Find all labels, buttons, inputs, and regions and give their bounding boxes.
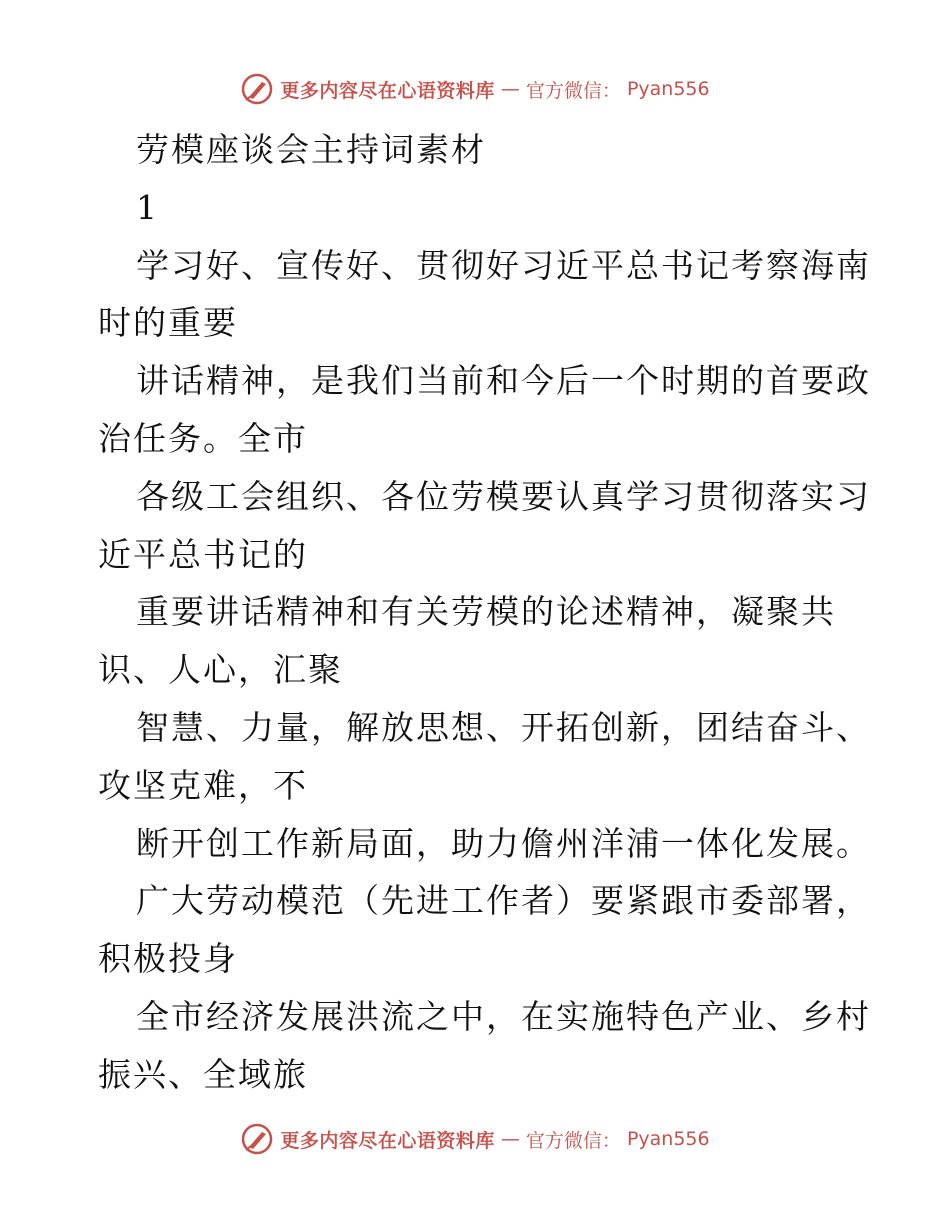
text-line: 讲话精神，是我们当前和今后一个时期的首要政 — [136, 361, 871, 401]
document-body — [98, 121, 871, 1104]
watermark-wechat-label: 官方微信： — [525, 79, 621, 102]
text-line: 重要讲话精神和有关劳模的论述精神，凝聚共 — [136, 592, 836, 632]
feather-pen-logo-icon — [240, 72, 274, 106]
watermark-site-text: 更多内容尽在心语资料库 — [280, 79, 495, 102]
text-line: 全市经济发展洪流之中，在实施特色产业、乡村 — [136, 996, 871, 1036]
text-line: 识、人心，汇聚 — [98, 650, 343, 690]
text-line: 积极投身 — [98, 939, 238, 979]
text-line: 振兴、全域旅 — [98, 1054, 308, 1094]
feather-pen-logo-icon — [240, 1122, 274, 1156]
watermark-wechat-label: 官方微信： — [525, 1129, 621, 1152]
text-line: 治任务。全市 — [98, 418, 308, 458]
text-line: 时的重要 — [98, 303, 238, 343]
text-line: 学习好、宣传好、贯彻好习近平总书记考察海南 — [136, 245, 871, 285]
watermark-separator: — — [500, 1128, 520, 1150]
text-line: 断开创工作新局面，助力儋州洋浦一体化发展。 — [136, 823, 871, 863]
watermark-wechat-id: Pyan556 — [626, 78, 710, 100]
watermark-separator: — — [500, 78, 520, 100]
document-title: 劳模座谈会主持词素材 — [136, 130, 486, 169]
header-watermark — [0, 72, 950, 106]
text-line: 智慧、力量，解放思想、开拓创新，团结奋斗、 — [136, 707, 871, 747]
section-number: 1 — [136, 187, 159, 227]
text-line: 近平总书记的 — [98, 534, 308, 574]
text-line: 广大劳动模范（先进工作者）要紧跟市委部署， — [136, 881, 871, 921]
watermark-wechat-id: Pyan556 — [626, 1128, 710, 1150]
footer-watermark — [0, 1122, 950, 1156]
text-line: 攻坚克难，不 — [98, 765, 308, 805]
text-line: 各级工会组织、各位劳模要认真学习贯彻落实习 — [136, 476, 871, 516]
watermark-site-text: 更多内容尽在心语资料库 — [280, 1129, 495, 1152]
